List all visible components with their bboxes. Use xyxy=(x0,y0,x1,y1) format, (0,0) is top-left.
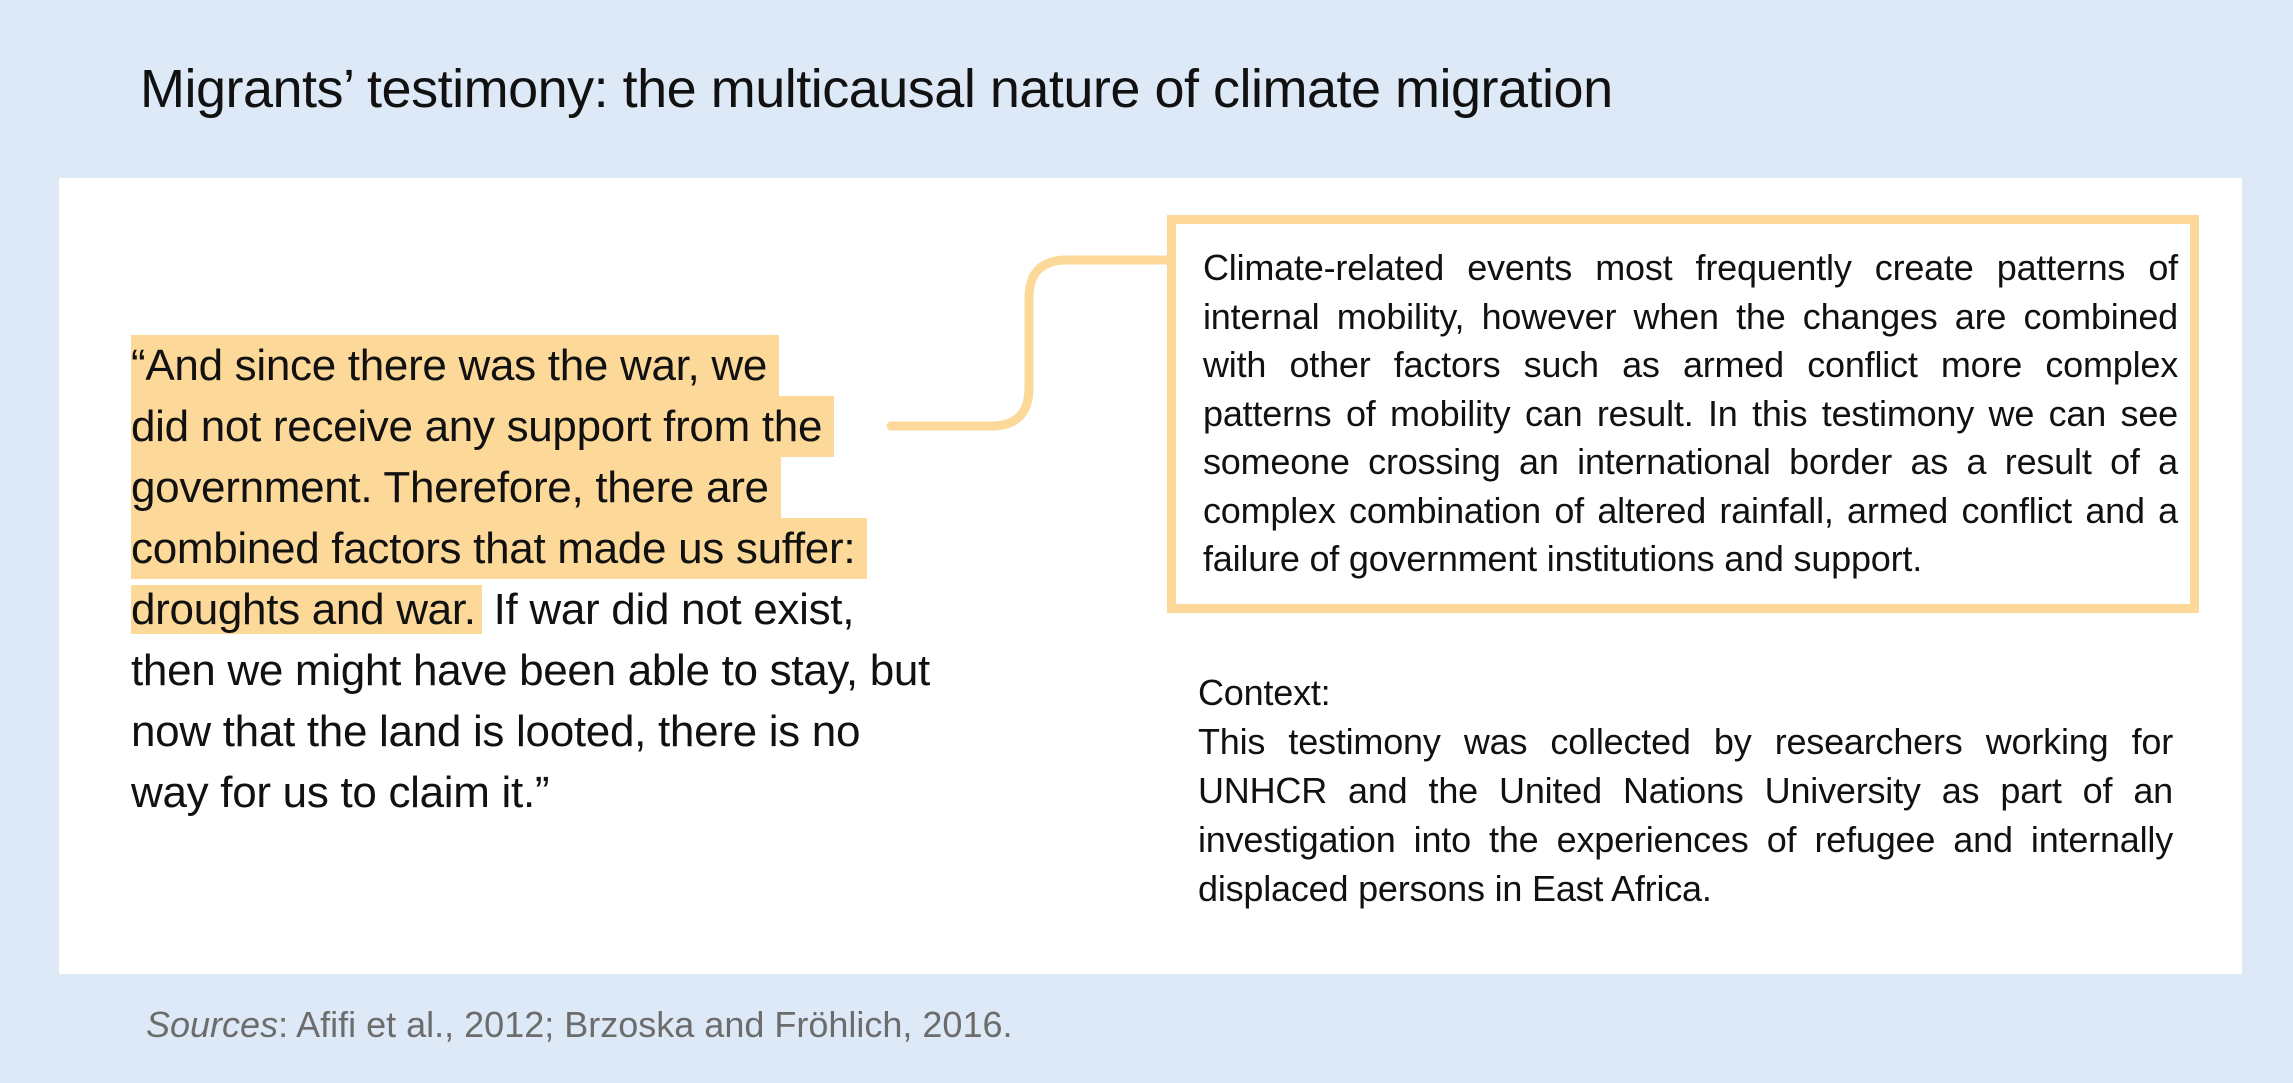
quote-line-highlighted: combined factors that made us suffer: xyxy=(131,518,867,579)
quote-plain-tail: If war did not exist, xyxy=(481,585,855,634)
sources-note xyxy=(146,1004,1013,1046)
content-card xyxy=(59,178,2242,974)
callout-box xyxy=(1167,215,2199,613)
context-text: This testimony was collected by researchers working for UNHCR and the United Nations University as part of an investigation into the experiences of refugee and internally displaced persons in East Africa. xyxy=(1198,721,2173,909)
sources-text: : Afifi et al., 2012; Brzoska and Fröhlich, 2016. xyxy=(278,1004,1013,1045)
quote-line: way for us to claim it.” xyxy=(131,768,550,817)
quote-line-highlighted: “And since there was the war, we xyxy=(131,335,779,396)
quote-line: then we might have been able to stay, but xyxy=(131,646,930,695)
sources-label: Sources xyxy=(146,1004,279,1045)
context-section xyxy=(1198,668,2173,913)
quote-highlight-tail: droughts and war. xyxy=(131,585,482,634)
context-label: Context: xyxy=(1198,672,1331,713)
quote-line-highlighted: did not receive any support from the xyxy=(131,396,834,457)
quote-line: now that the land is looted, there is no xyxy=(131,707,861,756)
quote-line-mixed xyxy=(131,579,1031,640)
callout-text: Climate-related events most frequently create patterns of internal mobility, however when the changes are combined with other factors such as armed conflict more complex patterns of mobility can result. In this testimony we can see someone crossing an international border as a result of a complex combination of altered rainfall, armed conflict and a failure of government institutions and support. xyxy=(1203,247,2178,579)
testimony-quote xyxy=(131,335,1031,823)
page-title: Migrants’ testimony: the multicausal nature of climate migration xyxy=(140,59,1613,119)
quote-line-highlighted: government. Therefore, there are xyxy=(131,457,781,518)
